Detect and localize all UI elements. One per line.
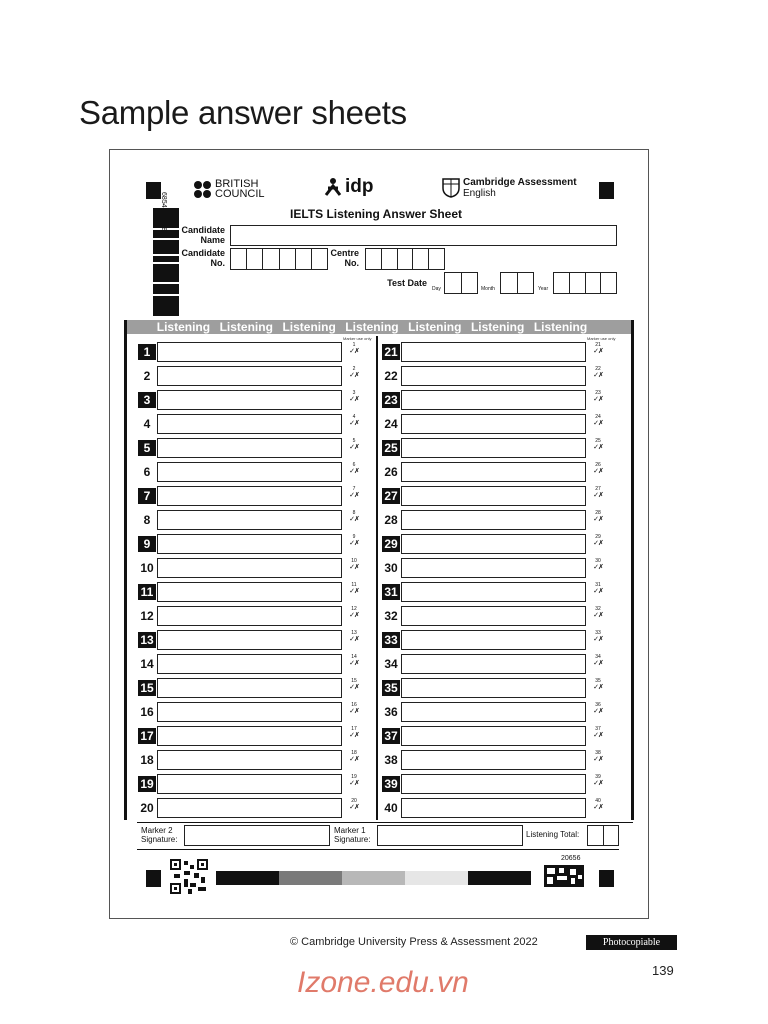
- marker-use-only-right: Marker use only: [587, 336, 616, 341]
- question-number: 3: [138, 392, 156, 408]
- tick-cross-icon: ✓✗: [349, 612, 359, 619]
- answer-field[interactable]: [401, 534, 586, 554]
- answer-field[interactable]: [401, 702, 586, 722]
- marker-box[interactable]: [588, 366, 608, 386]
- cambridge-logo: [442, 177, 577, 199]
- marker-box[interactable]: [588, 486, 608, 506]
- question-number: 17: [138, 728, 156, 744]
- british-council-logo: [194, 179, 265, 199]
- marker-box-number: 33: [595, 630, 601, 636]
- marker-box[interactable]: [344, 510, 364, 530]
- british-council-line2: COUNCIL: [215, 188, 265, 200]
- tick-cross-icon: ✓✗: [593, 756, 603, 763]
- answer-field[interactable]: [157, 726, 342, 746]
- tick-cross-icon: ✓✗: [593, 420, 603, 427]
- corner-mark: [599, 182, 614, 199]
- question-number: 8: [143, 513, 151, 527]
- marker-box[interactable]: [344, 486, 364, 506]
- question-number: 20: [140, 801, 154, 815]
- corner-mark: [599, 870, 614, 887]
- question-number: 1: [138, 344, 156, 360]
- answer-field[interactable]: [157, 798, 342, 818]
- answer-field[interactable]: [157, 774, 342, 794]
- marker-box-number: 23: [595, 390, 601, 396]
- question-number: 19: [138, 776, 156, 792]
- tick-cross-icon: ✓✗: [593, 564, 603, 571]
- tick-cross-icon: ✓✗: [349, 756, 359, 763]
- marker-box[interactable]: [588, 606, 608, 626]
- idp-text: idp: [345, 176, 374, 197]
- marker-box[interactable]: [344, 774, 364, 794]
- marker-box[interactable]: [588, 582, 608, 602]
- tick-cross-icon: ✓✗: [349, 660, 359, 667]
- marker-box-number: 40: [595, 798, 601, 804]
- tick-cross-icon: ✓✗: [593, 708, 603, 715]
- tick-cross-icon: ✓✗: [349, 444, 359, 451]
- marker-box-number: 15: [351, 678, 357, 684]
- year-label: Year: [538, 286, 549, 292]
- question-number: 9: [138, 536, 156, 552]
- tick-cross-icon: ✓✗: [593, 780, 603, 787]
- marker-box[interactable]: [344, 534, 364, 554]
- frame-line-left: [124, 320, 127, 820]
- british-council-line1: BRITISH: [215, 178, 259, 190]
- question-number: 14: [140, 657, 154, 671]
- answer-field[interactable]: [157, 534, 342, 554]
- marker-box[interactable]: [588, 798, 608, 818]
- marker-box[interactable]: [344, 726, 364, 746]
- question-number: 27: [382, 488, 400, 504]
- question-number: 33: [382, 632, 400, 648]
- centre-no-field[interactable]: [365, 248, 445, 270]
- answer-field[interactable]: [401, 462, 586, 482]
- answer-field[interactable]: [401, 510, 586, 530]
- month-label: Month: [481, 286, 495, 292]
- tick-cross-icon: ✓✗: [593, 396, 603, 403]
- answer-field[interactable]: [157, 582, 342, 602]
- marker-box-number: 18: [351, 750, 357, 756]
- tick-cross-icon: ✓✗: [349, 708, 359, 715]
- tick-cross-icon: ✓✗: [593, 636, 603, 643]
- question-number: 28: [384, 513, 398, 527]
- marker2-signature-field[interactable]: [184, 825, 330, 846]
- question-number: 31: [382, 584, 400, 600]
- tick-cross-icon: ✓✗: [593, 444, 603, 451]
- day-label: Day: [432, 286, 441, 292]
- answer-field[interactable]: [401, 414, 586, 434]
- question-number: 16: [140, 705, 154, 719]
- day-field[interactable]: [444, 272, 478, 294]
- marker-box-number: 38: [595, 750, 601, 756]
- frame-line-right: [631, 320, 634, 820]
- question-number: 22: [384, 369, 398, 383]
- marker-box[interactable]: [344, 366, 364, 386]
- marker-box-number: 27: [595, 486, 601, 492]
- question-number: 39: [382, 776, 400, 792]
- question-number: 24: [384, 417, 398, 431]
- answer-field[interactable]: [401, 654, 586, 674]
- qr-code-icon: [170, 859, 208, 894]
- test-date-label: Test Date: [387, 278, 427, 288]
- marker-box[interactable]: [588, 510, 608, 530]
- corner-mark: [146, 182, 161, 199]
- tick-cross-icon: ✓✗: [349, 516, 359, 523]
- copyright-text: © Cambridge University Press & Assessment 2022: [290, 936, 538, 948]
- answer-field[interactable]: [157, 558, 342, 578]
- tick-cross-icon: ✓✗: [349, 588, 359, 595]
- marker1-signature-field[interactable]: [377, 825, 523, 846]
- question-number: 40: [384, 801, 398, 815]
- question-number: 13: [138, 632, 156, 648]
- band-label: Listening: [408, 320, 462, 334]
- marker-box-number: 8: [352, 510, 356, 516]
- question-number: 4: [143, 417, 151, 431]
- marker-box[interactable]: [344, 582, 364, 602]
- tick-cross-icon: ✓✗: [349, 468, 359, 475]
- question-number: 29: [382, 536, 400, 552]
- marker-box[interactable]: [588, 678, 608, 698]
- marker-box-number: 3: [352, 390, 356, 396]
- divider: [137, 849, 619, 850]
- question-number: 37: [382, 728, 400, 744]
- marker-box[interactable]: [588, 462, 608, 482]
- photocopiable-badge: Photocopiable: [586, 935, 677, 950]
- question-number: 34: [384, 657, 398, 671]
- corner-mark: [146, 870, 161, 887]
- idp-logo: [323, 176, 374, 198]
- tick-cross-icon: ✓✗: [593, 540, 603, 547]
- tick-cross-icon: ✓✗: [593, 732, 603, 739]
- marker-box[interactable]: [588, 750, 608, 770]
- marker-box[interactable]: [588, 414, 608, 434]
- answer-field[interactable]: [157, 438, 342, 458]
- candidate-name-label: Candidate Name: [181, 225, 225, 245]
- question-number: 15: [138, 680, 156, 696]
- marker-box[interactable]: [344, 342, 364, 362]
- tick-cross-icon: ✓✗: [593, 492, 603, 499]
- answer-field[interactable]: [401, 606, 586, 626]
- grey-scale-strip: [216, 871, 531, 885]
- marker-box-number: 6: [352, 462, 356, 468]
- candidate-no-field[interactable]: [230, 248, 328, 270]
- page-number: 139: [652, 963, 674, 978]
- answer-field[interactable]: [157, 342, 342, 362]
- band-label: Listening: [156, 320, 211, 334]
- answer-field[interactable]: [401, 366, 586, 386]
- marker-box[interactable]: [344, 390, 364, 410]
- answer-field[interactable]: [157, 462, 342, 482]
- form-code: 20656: [561, 855, 581, 862]
- tick-cross-icon: ✓✗: [349, 396, 359, 403]
- marker-box-number: 16: [351, 702, 357, 708]
- listening-total-label: Listening Total:: [526, 830, 580, 839]
- marker-box-number: 12: [351, 606, 357, 612]
- marker-box[interactable]: [588, 702, 608, 722]
- barcode-block-icon: [544, 865, 584, 887]
- marker-box-number: 39: [595, 774, 601, 780]
- marker-box[interactable]: [588, 342, 608, 362]
- marker-box[interactable]: [588, 726, 608, 746]
- marker-box-number: 35: [595, 678, 601, 684]
- band-label: Listening: [470, 320, 525, 334]
- answer-field[interactable]: [157, 414, 342, 434]
- timing-block: [153, 296, 179, 316]
- marker-box-number: 32: [595, 606, 601, 612]
- sheet-title: IELTS Listening Answer Sheet: [290, 207, 463, 221]
- marker-box[interactable]: [344, 438, 364, 458]
- marker-box[interactable]: [588, 438, 608, 458]
- tick-cross-icon: ✓✗: [349, 540, 359, 547]
- cambridge-shield-icon: [442, 178, 460, 198]
- tick-cross-icon: ✓✗: [593, 468, 603, 475]
- marker-box[interactable]: [588, 390, 608, 410]
- timing-block: [153, 284, 179, 294]
- tick-cross-icon: ✓✗: [349, 684, 359, 691]
- marker-box[interactable]: [588, 774, 608, 794]
- marker-box[interactable]: [344, 630, 364, 650]
- marker-box-number: 28: [595, 510, 601, 516]
- divider: [137, 822, 633, 823]
- question-number: 12: [140, 609, 154, 623]
- marker-box[interactable]: [588, 630, 608, 650]
- answer-field[interactable]: [401, 390, 586, 410]
- marker-box[interactable]: [344, 606, 364, 626]
- band-label: Listening: [533, 320, 588, 334]
- answer-field[interactable]: [401, 486, 586, 506]
- tick-cross-icon: ✓✗: [349, 348, 359, 355]
- question-number: 32: [384, 609, 398, 623]
- question-number: 18: [140, 753, 154, 767]
- tick-cross-icon: ✓✗: [593, 372, 603, 379]
- marker-box[interactable]: [344, 414, 364, 434]
- question-number: 7: [138, 488, 156, 504]
- question-number: 11: [138, 584, 156, 600]
- tick-cross-icon: ✓✗: [349, 372, 359, 379]
- watermark: Izone.edu.vn: [297, 966, 469, 999]
- answer-field[interactable]: [401, 678, 586, 698]
- marker-box-number: 22: [595, 366, 601, 372]
- marker2-label: Marker 2 Signature:: [141, 826, 178, 844]
- marker-box[interactable]: [344, 678, 364, 698]
- marker-box-number: 30: [595, 558, 601, 564]
- marker-box[interactable]: [588, 534, 608, 554]
- tick-cross-icon: ✓✗: [349, 420, 359, 427]
- answer-field[interactable]: [401, 726, 586, 746]
- month-field[interactable]: [500, 272, 534, 294]
- tick-cross-icon: ✓✗: [593, 588, 603, 595]
- question-number: 2: [143, 369, 151, 383]
- tick-cross-icon: ✓✗: [593, 612, 603, 619]
- marker-box-number: 36: [595, 702, 601, 708]
- british-council-dots-icon: [194, 181, 211, 198]
- question-number: 5: [138, 440, 156, 456]
- tick-cross-icon: ✓✗: [593, 804, 603, 811]
- tick-cross-icon: ✓✗: [349, 636, 359, 643]
- answer-field[interactable]: [401, 774, 586, 794]
- answer-field[interactable]: [157, 750, 342, 770]
- page-title: Sample answer sheets: [79, 94, 407, 131]
- marker-box-number: 34: [595, 654, 601, 660]
- tick-cross-icon: ✓✗: [349, 564, 359, 571]
- marker-box-number: 4: [352, 414, 356, 420]
- marker-box-number: 14: [351, 654, 357, 660]
- answer-field[interactable]: [157, 606, 342, 626]
- marker-box-number: 17: [351, 726, 357, 732]
- marker-box-number: 24: [595, 414, 601, 420]
- marker-box-number: 19: [351, 774, 357, 780]
- answer-field[interactable]: [401, 582, 586, 602]
- question-number: 23: [382, 392, 400, 408]
- candidate-name-field[interactable]: [230, 225, 617, 246]
- question-number: 38: [384, 753, 398, 767]
- answer-field[interactable]: [157, 390, 342, 410]
- marker-box-number: 26: [595, 462, 601, 468]
- answer-field[interactable]: [157, 510, 342, 530]
- marker-box[interactable]: [344, 558, 364, 578]
- tick-cross-icon: ✓✗: [349, 780, 359, 787]
- marker-box[interactable]: [344, 750, 364, 770]
- listening-band: [124, 320, 632, 334]
- question-number: 35: [382, 680, 400, 696]
- answer-field[interactable]: [157, 486, 342, 506]
- tick-cross-icon: ✓✗: [593, 684, 603, 691]
- band-label: Listening: [219, 320, 273, 334]
- marker-box[interactable]: [344, 462, 364, 482]
- marker-box-number: 25: [595, 438, 601, 444]
- marker-box-number: 37: [595, 726, 601, 732]
- answer-field[interactable]: [157, 702, 342, 722]
- marker-box[interactable]: [588, 558, 608, 578]
- cambridge-line2: English: [463, 188, 496, 199]
- tick-cross-icon: ✓✗: [593, 660, 603, 667]
- question-number: 21: [382, 344, 400, 360]
- frame-line-middle: [376, 336, 378, 820]
- marker-box-number: 31: [595, 582, 601, 588]
- tick-cross-icon: ✓✗: [349, 492, 359, 499]
- year-field[interactable]: [553, 272, 617, 294]
- marker-box-number: 29: [595, 534, 601, 540]
- marker-box[interactable]: [588, 654, 608, 674]
- band-label: Listening: [345, 320, 399, 334]
- candidate-no-label: Candidate No.: [181, 248, 225, 268]
- answer-field[interactable]: [401, 438, 586, 458]
- marker-box-number: 1: [352, 342, 356, 348]
- marker-box-number: 10: [351, 558, 357, 564]
- answer-field[interactable]: [401, 342, 586, 362]
- marker-box-number: 21: [595, 342, 601, 348]
- marker-box-number: 9: [352, 534, 356, 540]
- marker-box-number: 5: [352, 438, 356, 444]
- tick-cross-icon: ✓✗: [593, 516, 603, 523]
- tick-cross-icon: ✓✗: [349, 732, 359, 739]
- marker-box-number: 20: [351, 798, 357, 804]
- answer-field[interactable]: [157, 678, 342, 698]
- answer-field[interactable]: [401, 558, 586, 578]
- idp-figure-icon: [323, 177, 343, 197]
- band-label: Listening: [282, 320, 336, 334]
- marker-box-number: 7: [352, 486, 356, 492]
- listening-total-field[interactable]: [587, 825, 619, 846]
- marker-box[interactable]: [344, 654, 364, 674]
- centre-no-label: Centre No.: [330, 248, 359, 268]
- marker-box[interactable]: [344, 702, 364, 722]
- answer-field[interactable]: [157, 366, 342, 386]
- marker-use-only-left: Marker use only: [343, 336, 372, 341]
- tick-cross-icon: ✓✗: [349, 804, 359, 811]
- marker-box-number: 2: [352, 366, 356, 372]
- answer-field[interactable]: [401, 630, 586, 650]
- answer-field[interactable]: [157, 630, 342, 650]
- answer-field[interactable]: [401, 750, 586, 770]
- question-number: 26: [384, 465, 398, 479]
- marker1-label: Marker 1 Signature:: [334, 826, 371, 844]
- marker-box-number: 13: [351, 630, 357, 636]
- marker-box-number: 11: [351, 582, 357, 588]
- question-number: 6: [143, 465, 151, 479]
- question-number: 10: [140, 561, 154, 575]
- answer-field[interactable]: [401, 798, 586, 818]
- tick-cross-icon: ✓✗: [593, 348, 603, 355]
- question-number: 25: [382, 440, 400, 456]
- cambridge-line1: Cambridge Assessment: [463, 177, 577, 188]
- answer-field[interactable]: [157, 654, 342, 674]
- question-number: 36: [384, 705, 398, 719]
- question-number: 30: [384, 561, 398, 575]
- marker-box[interactable]: [344, 798, 364, 818]
